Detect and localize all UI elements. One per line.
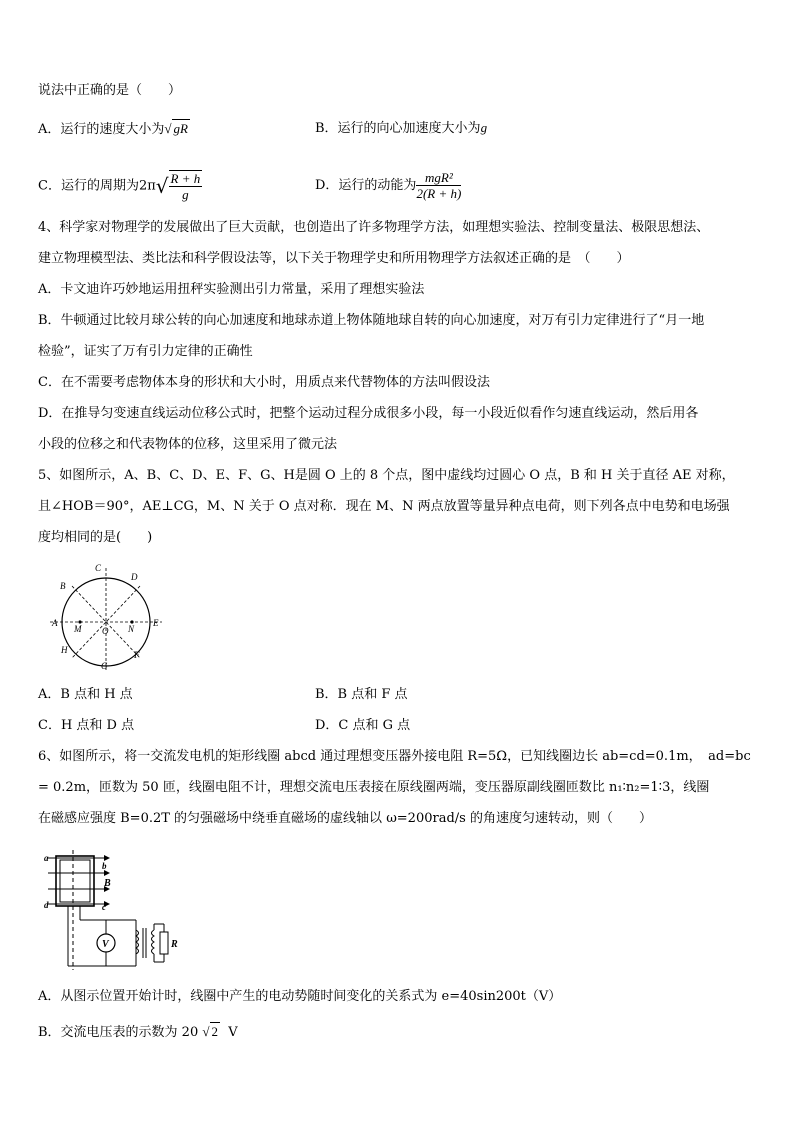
q4-stem-line1: 4、科学家对物理学的发展做出了巨大贡献，也创造出了许多物理学方法，如理想实验法、控制变量法、极限思想法、	[38, 220, 710, 235]
q6-option-b: B．交流电压表的示数为 20 √ 2 V	[38, 1024, 238, 1040]
q3-option-a: A．运行的速度大小为√ gR	[38, 121, 188, 137]
q5-option-c: C．H 点和 D 点	[38, 718, 135, 733]
q6-stem-line3: 在磁感应强度 B=0.2T 的匀强磁场中绕垂直磁场的虚线轴以 ω=200rad/s 的角速度匀速转动，则（ ）	[38, 811, 652, 826]
q3-option-d	[315, 170, 461, 201]
q6-stem-line2: = 0.2m，匝数为 50 匝，线圈电阻不计，理想交流电压表接在原线圈两端，变压器原副线圈匝数比 n₁∶n₂=1∶3，线圈	[38, 780, 710, 795]
q5-label-d: D	[131, 572, 138, 582]
q4-option-b-line2: 检验”，证实了万有引力定律的正确性	[38, 344, 253, 359]
q4-option-b-line1: B．牛顿通过比较月球公转的向心加速度和地球赤道上物体随地球自转的向心加速度，对万有引力定律进行了“月一地	[38, 313, 705, 328]
q6-label-r: R	[171, 939, 178, 950]
q4-stem-line2: 建立物理模型法、类比法和科学假设法等，以下关于物理学史和所用物理学方法叙述正确的是 （ ）	[38, 251, 630, 266]
q5-label-n: N	[128, 624, 135, 634]
q6-label-a: a	[44, 853, 49, 863]
q5-option-d: D．C 点和 G 点	[315, 718, 411, 733]
q5-label-m: M	[74, 624, 82, 634]
q5-label-c: C	[95, 563, 102, 573]
q5-circle-figure	[44, 560, 170, 672]
q3-option-b-text: B．运行的向心加速度大小为	[315, 121, 481, 136]
q3-option-d-fraction	[416, 170, 461, 201]
q3-option-c-denominator: g	[182, 187, 189, 202]
q5-label-o: O	[102, 626, 109, 636]
q6-option-b-radicand: 2	[211, 1024, 219, 1039]
q3-stem-tail: 说法中正确的是（ ）	[38, 83, 182, 98]
q3-option-d-text: D．运行的动能为	[315, 178, 417, 193]
q4-option-c: C．在不需要考虑物体本身的形状和大小时，用质点来代替物体的方法叫假设法	[38, 375, 490, 390]
q5-label-f: F	[134, 650, 140, 660]
q6-stem-line1: 6、如图所示，将一交流发电机的矩形线圈 abcd 通过理想变压器外接电阻 R=5Ω，已知线圈边长 ab=cd=0.1m， ad=bc	[38, 749, 751, 764]
q3-option-c-numerator: R + h	[170, 171, 201, 186]
q3-option-c-fraction	[169, 170, 203, 202]
q5-label-h: H	[61, 645, 68, 655]
q6-generator-figure	[40, 848, 190, 973]
q5-label-a: A	[52, 618, 58, 628]
q5-label-e: E	[153, 618, 159, 628]
q3-option-b	[315, 119, 487, 138]
q5-stem-line1: 5、如图所示，A、B、C、D、E、F、G、H是圆 O 上的 8 个点，图中虚线均过圆心 O 点，B 和 H 关于直径 AE 对称，	[38, 468, 735, 483]
q5-stem-line3: 度均相同的是( )	[38, 530, 153, 545]
q4-option-d-line2: 小段的位移之和代表物体的位移，这里采用了微元法	[38, 437, 338, 452]
q3-option-c-text: C．运行的周期为2π	[38, 178, 156, 194]
q3-option-b-var: g	[480, 120, 488, 135]
q3-option-d-numerator: mgR²	[416, 170, 461, 186]
q6-label-b: b	[102, 861, 107, 871]
q3-option-a-radicand: gR	[173, 121, 188, 136]
q6-option-b-unit: V	[228, 1025, 238, 1040]
q6-label-c: c	[102, 902, 106, 912]
q5-option-a: A．B 点和 H 点	[38, 687, 133, 702]
q4-option-d-line1: D．在推导匀变速直线运动位移公式时，把整个运动过程分成很多小段，每一小段近似看作匀速直线运动，然后用各	[38, 406, 699, 421]
q6-label-d: d	[44, 900, 49, 910]
q3-option-c: C．运行的周期为2π√ $\frac{R + h}{g}$	[38, 171, 201, 202]
q3-option-a-text: A．运行的速度大小为	[38, 122, 165, 137]
q5-option-b: B．B 点和 F 点	[315, 687, 408, 702]
q5-label-b: B	[60, 581, 66, 591]
q6-option-a: A．从图示位置开始计时，线圈中产生的电动势随时间变化的关系式为 e=40sin200t（V）	[38, 989, 562, 1004]
q5-label-g: G	[101, 661, 108, 671]
q6-label-field-b: B	[104, 878, 111, 889]
q3-option-d-denominator: 2(R + h)	[416, 186, 462, 201]
q5-stem-line2: 且∠HOB＝90°，AE⊥CG，M、N 关于 O 点对称．现在 M、N 两点放置等量异种点电荷，则下列各点中电势和电场强	[38, 499, 730, 514]
q6-option-b-text: B．交流电压表的示数为 20	[38, 1025, 199, 1040]
q6-label-voltmeter: V	[102, 939, 109, 950]
q4-option-a: A．卡文迪许巧妙地运用扭秤实验测出引力常量，采用了理想实验法	[38, 282, 425, 297]
